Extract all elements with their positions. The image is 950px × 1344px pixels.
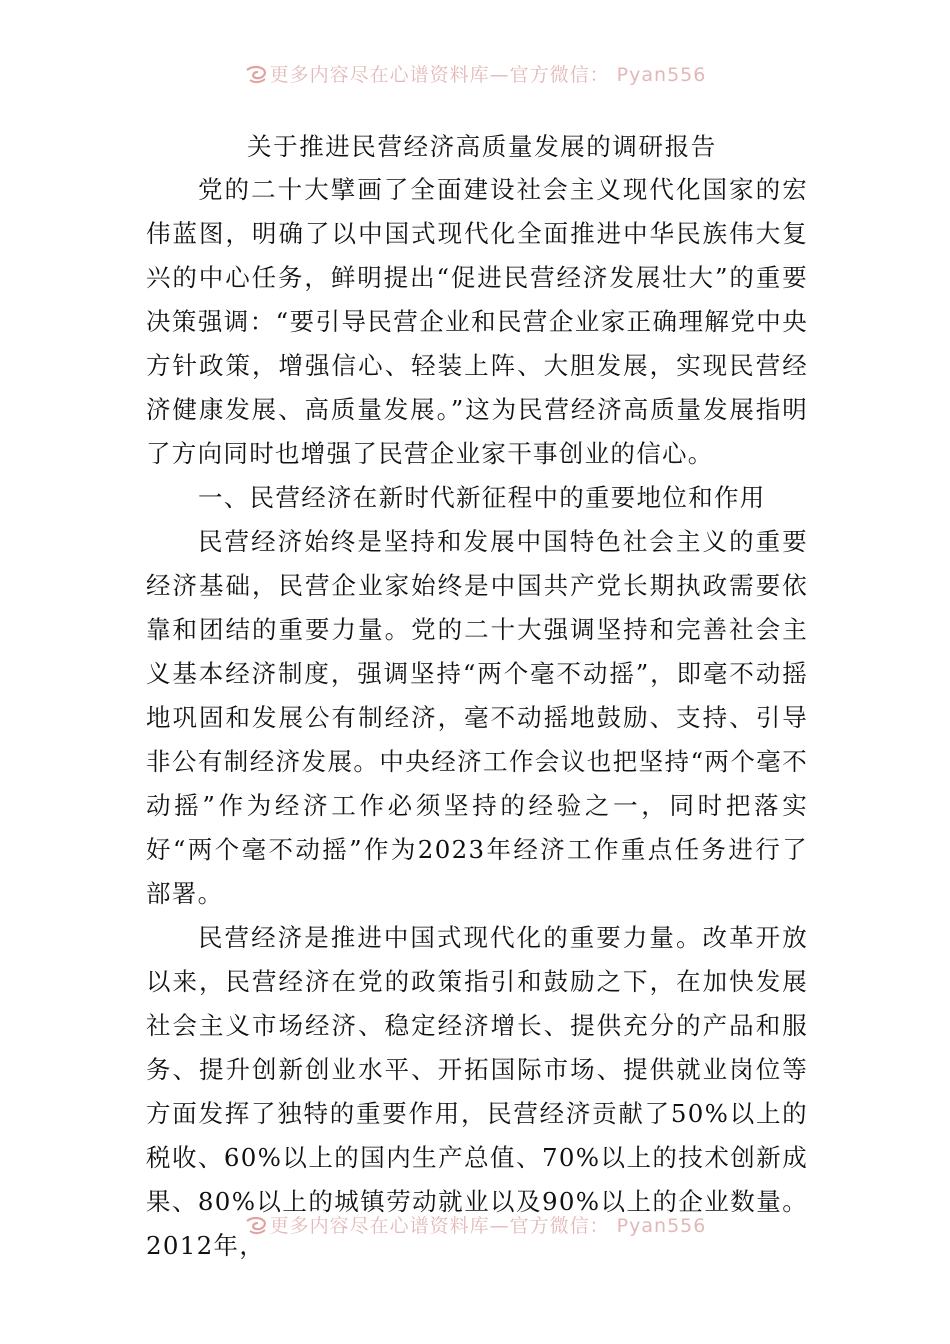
section-1-paragraph-1: 民营经济始终是坚持和发展中国特色社会主义的重要经济基础，民营企业家始终是中国共产党长期执政需要依靠和团结的重要力量。党的二十大强调坚持和完善社会主义基本经济制度，强调坚持“两个毫不动摇”，即毫不动摇地巩固和发展公有制经济，毫不动摇地鼓励、支持、引导非公有制经济发展。中央经济工作会议也把坚持“两个毫不动摇”作为经济工作必须坚持的经验之一，同时把落实好“两个毫不动摇”作为2023年经济工作重点任务进行了部署。: [146, 527, 808, 908]
section-1-heading: 一、民营经济在新时代新征程中的重要地位和作用: [198, 483, 766, 512]
watermark-bottom-text: 更多内容尽在心谱资料库—官方微信： Pyan556: [269, 1215, 707, 1237]
watermark-top: [0, 60, 950, 87]
watermark-top-text: 更多内容尽在心谱资料库—官方微信： Pyan556: [269, 64, 707, 86]
document-title: 关于推进民营经济高质量发展的调研报告: [247, 132, 717, 161]
watermark-logo-icon: [244, 66, 268, 84]
watermark-logo-icon: [244, 1217, 268, 1235]
watermark-bottom: [0, 1211, 950, 1238]
intro-paragraph: 党的二十大擘画了全面建设社会主义现代化国家的宏伟蓝图，明确了以中国式现代化全面推进中华民族伟大复兴的中心任务，鲜明提出“促进民营经济发展壮大”的重要决策强调：“要引导民营企业和民营企业家正确理解党中央方针政策，增强信心、轻装上阵、大胆发展，实现民营经济健康发展、高质量发展。”这为民营经济高质量发展指明了方向同时也增强了民营企业家干事创业的信心。: [146, 175, 808, 468]
section-1-paragraph-2: 民营经济是推进中国式现代化的重要力量。改革开放以来，民营经济在党的政策指引和鼓励之下，在加快发展社会主义市场经济、稳定经济增长、提供充分的产品和服务、提升创新创业水平、开拓国际市场、提供就业岗位等方面发挥了独特的重要作用，民营经济贡献了50%以上的税收、60%以上的国内生产总值、70%以上的技术创新成果、80%以上的城镇劳动就业以及90%以上的企业数量。2012年，: [146, 923, 808, 1260]
document-body: [146, 128, 808, 1268]
